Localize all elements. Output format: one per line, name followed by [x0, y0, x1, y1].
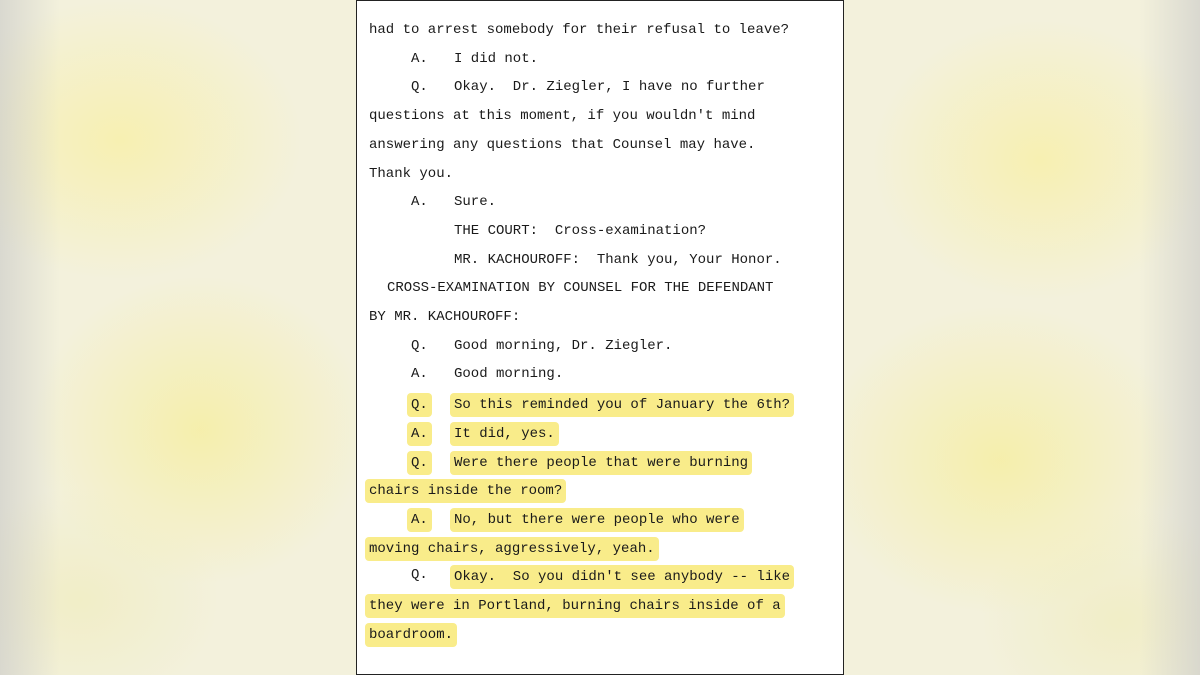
highlighted-text: moving chairs, aggressively, yeah. — [365, 537, 659, 561]
transcript-text: A. — [411, 366, 428, 383]
highlighted-text: No, but there were people who were — [450, 508, 744, 532]
transcript-text: Q. — [411, 337, 428, 354]
background-shade-right — [1140, 0, 1200, 675]
transcript-line — [369, 164, 453, 184]
transcript-line — [369, 623, 457, 647]
highlighted-text: boardroom. — [365, 623, 457, 647]
transcript-text: had to arrest somebody for their refusal to leave? — [369, 22, 790, 38]
transcript-text: answering any questions that Counsel may have. — [369, 136, 756, 153]
transcript-line — [369, 20, 789, 40]
transcript-text: A. — [411, 194, 428, 211]
transcript-text: Okay. Dr. Ziegler, I have no further — [454, 79, 765, 96]
highlighted-text: Okay. So you didn't see anybody -- like — [450, 565, 794, 589]
transcript-line — [369, 135, 755, 155]
transcript-text: Sure. — [454, 194, 497, 211]
highlighted-text: Q. — [407, 451, 432, 475]
transcript-text: CROSS-EXAMINATION BY COUNSEL FOR THE DEFENDANT — [387, 280, 774, 297]
background-shade-left — [0, 0, 60, 675]
highlighted-text: Were there people that were burning — [450, 451, 752, 475]
transcript-text: Good morning, Dr. Ziegler. — [454, 337, 673, 354]
transcript-text: questions at this moment, if you wouldn't mind — [369, 108, 756, 125]
highlighted-text: A. — [407, 508, 432, 532]
transcript-line — [369, 479, 566, 503]
highlighted-text: A. — [407, 422, 432, 446]
transcript-line — [369, 594, 785, 618]
highlighted-text: they were in Portland, burning chairs inside of a — [365, 594, 785, 618]
transcript-line — [369, 307, 520, 327]
transcript-text: THE COURT: Cross-examination? — [454, 222, 707, 239]
highlighted-text: chairs inside the room? — [365, 479, 566, 503]
transcript-text: Q. — [411, 567, 428, 584]
transcript-line — [369, 106, 755, 126]
transcript-line — [369, 537, 659, 561]
highlighted-text: So this reminded you of January the 6th? — [450, 393, 794, 417]
transcript-text: A. — [411, 50, 428, 67]
transcript-text: MR. KACHOUROFF: Thank you, Your Honor. — [454, 251, 782, 268]
transcript-text: Good morning. — [454, 366, 564, 383]
transcript-text: Thank you. — [369, 165, 454, 182]
highlighted-text: Q. — [407, 393, 432, 417]
transcript-text: Q. — [411, 79, 428, 96]
transcript-text: BY MR. KACHOUROFF: — [369, 309, 521, 325]
highlighted-text: It did, yes. — [450, 422, 559, 446]
transcript-text: I did not. — [454, 50, 539, 67]
transcript-page — [356, 0, 844, 675]
